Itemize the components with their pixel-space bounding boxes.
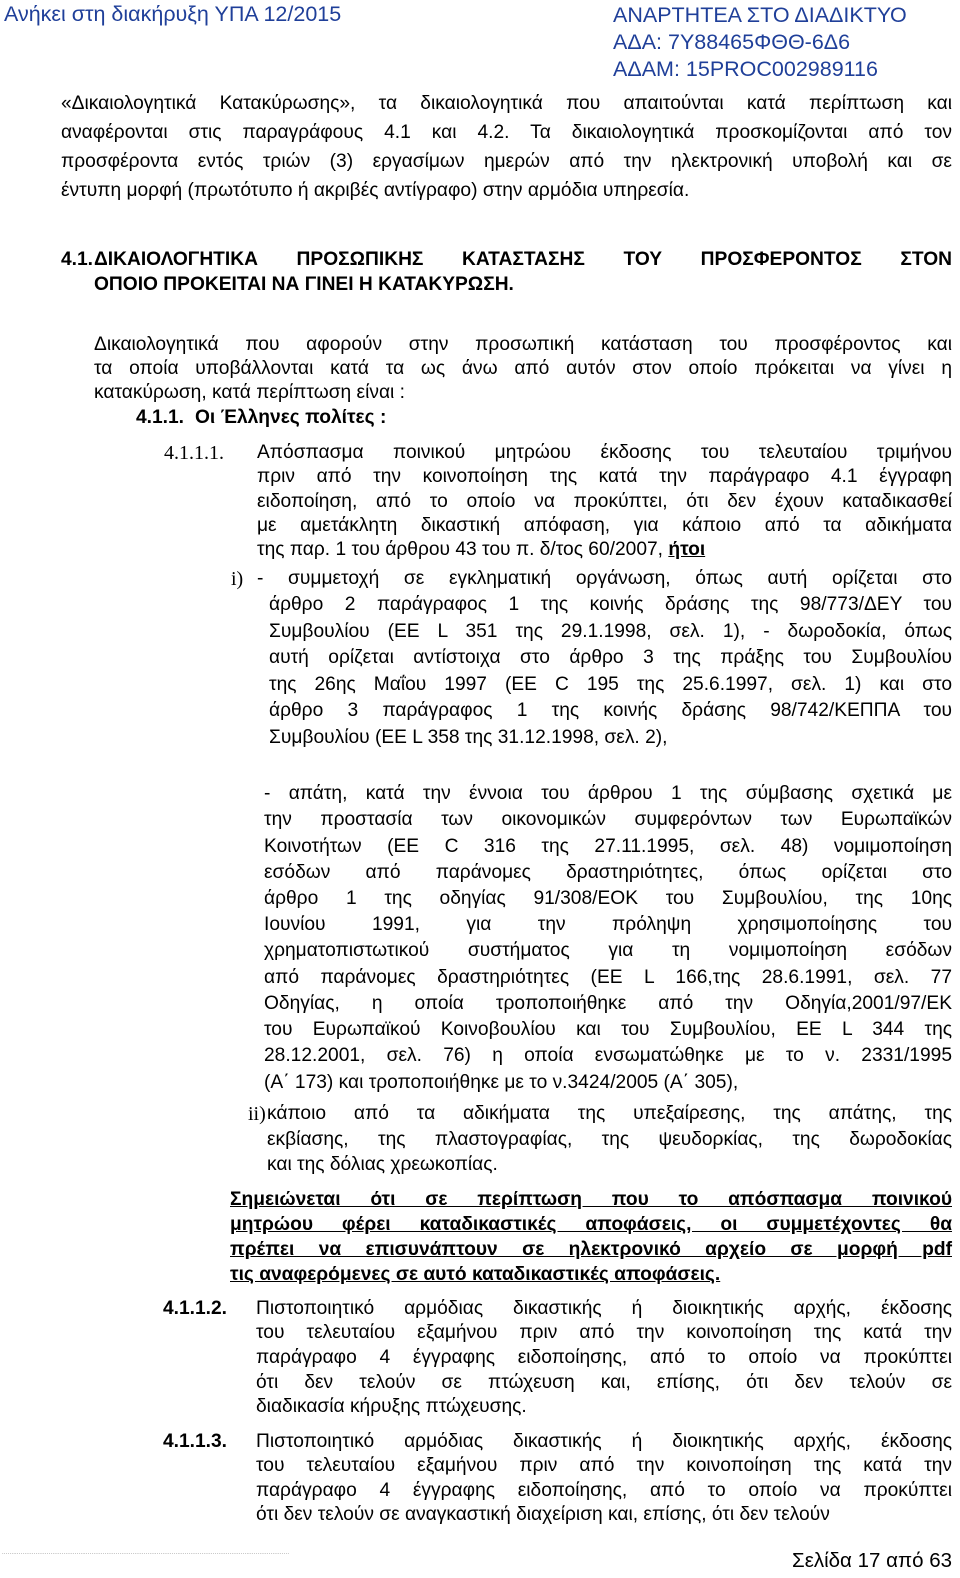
roman-i-label: i)	[231, 568, 244, 590]
item-line: ότι δεν τελούν σε αναγκαστική διαχείριση και, επίσης, ότι δεν τελούν	[256, 1504, 830, 1525]
section-intro-line: τα οποία υποβάλλονται κατά τα ως άνω από αυτόν στον οποίο πρόκειται να γίνει η	[94, 358, 952, 379]
item-line: πριν από την κοινοποίηση της κατά την παράγραφο 4.1 έγγραφη	[257, 466, 952, 487]
fraud-line: άρθρο 1 της οδηγίας 91/308/ΕΟΚ του Συμβουλίου, της 10ης	[264, 888, 952, 909]
fraud-line: την προστασία των οικονομικών συμφερόντων των Ευρωπαϊκών	[264, 809, 952, 830]
section-title-line: ΟΠΟΙΟ ΠΡΟΚΕΙΤΑΙ ΝΑ ΓΙΝΕΙ Η ΚΑΤΑΚΥΡΩΣΗ.	[94, 274, 514, 295]
note-line: πρέπει να επισυνάπτουν σε ηλεκτρονικό αρχείο σε μορφή pdf	[230, 1239, 952, 1260]
item-line: με αμετάκλητη δικαστική απόφαση, για κάποιο από τα αδικήματα	[257, 515, 952, 536]
section-title-line: ΔΙΚΑΙΟΛΟΓΗΤΙΚΑ ΠΡΟΣΩΠΙΚΗΣ ΚΑΤΑΣΤΑΣΗΣ ΤΟΥ ΠΡΟΣΦΕΡΟΝΤΟΣ ΣΤΟΝ	[94, 249, 952, 270]
header-left-text: Ανήκει στη διακήρυξη ΥΠΑ 12/2015	[4, 2, 342, 26]
item-line	[257, 538, 960, 562]
header-publish-label: ΑΝΑΡΤΗΤΕΑ ΣΤΟ ΔΙΑΔΙΚΤΥΟ	[613, 3, 907, 27]
item-line: του τελευταίου εξαμήνου πριν από την κοινοποίηση της κατά την	[256, 1322, 952, 1343]
fraud-line: (Α΄ 173) και τροποποιήθηκε με το ν.3424/2005 (Α΄ 305),	[264, 1072, 739, 1093]
item-line: Πιστοποιητικό αρμόδιας δικαστικής ή διοικητικής αρχής, έκδοσης	[256, 1298, 952, 1319]
header-ada: ΑΔΑ: 7Υ88465ΦΘΘ-6Δ6	[613, 30, 851, 54]
subsection-title: Οι Έλληνες πολίτες :	[195, 407, 387, 428]
intro-line: «Δικαιολογητικά Κατακύρωσης», τα δικαιολογητικά που απαιτούνται κατά περίπτωση και	[61, 93, 952, 114]
fraud-line: εσόδων από παράνομες δραστηριότητες, όπως ορίζεται στο	[264, 862, 952, 883]
fraud-line: Ιουνίου 1991, για την πρόληψη χρησιμοποίησης του	[264, 914, 952, 935]
fraud-line: χρηματοπιστωτικού συστήματος για τη νομιμοποίηση εσόδων	[264, 940, 952, 961]
fraud-line: Κοινοτήτων (ΕΕ C 316 της 27.11.1995, σελ. 48) νομιμοποίηση	[264, 836, 952, 857]
section-intro-line: κατακύρωση, κατά περίπτωση είναι :	[94, 382, 405, 403]
page-number: Σελίδα 17 από 63	[792, 1549, 952, 1572]
header-adam: ΑΔΑΜ: 15PROC002989116	[613, 57, 878, 81]
fraud-line: από παράνομες δραστηριότητες (ΕΕ L 166,της 28.6.1991, σελ. 77	[264, 967, 952, 988]
item-line: Απόσπασμα ποινικού μητρώου έκδοσης του τελευταίου τριμήνου	[257, 442, 952, 463]
item-line: παράγραφο 4 έγγραφης ειδοποίησης, από το οποίο να προκύπτει	[256, 1347, 952, 1368]
item-line-text: της παρ. 1 του άρθρου 43 του π. δ/τος 60/2007,	[257, 539, 663, 560]
section-number: 4.1.	[61, 249, 94, 270]
item-number: 4.1.1.1.	[164, 442, 224, 464]
intro-line: προσφέροντα εντός τριών (3) εργασίμων ημερών από την ηλεκτρονική υποβολή και σε	[61, 151, 952, 172]
item-line: ειδοποίηση, από το οποίο να προκύπτει, ότι δεν έχουν καταδικασθεί	[257, 491, 952, 512]
item-line: του τελευταίου εξαμήνου πριν από την κοινοποίηση της κατά την	[256, 1455, 952, 1476]
fraud-line: 28.12.2001, σελ. 76) η οποία ενσωματώθηκε με το ν. 2331/1995	[264, 1045, 952, 1066]
roman-i-line: της 26ης Μαΐου 1997 (ΕΕ C 195 της 25.6.1997, σελ. 1) και στο	[269, 674, 952, 695]
item-number: 4.1.1.2.	[163, 1298, 228, 1319]
intro-line: έντυπη μορφή (πρωτότυπο ή ακριβές αντίγραφο) στην αρμόδια υπηρεσία.	[61, 180, 690, 201]
fraud-line: Οδηγίας, η οποία τροποποιήθηκε από την Οδηγία,2001/97/ΕΚ	[264, 993, 952, 1014]
item-line: παράγραφο 4 έγγραφης ειδοποίησης, από το οποίο να προκύπτει	[256, 1480, 952, 1501]
roman-i-line: Συμβουλίου (ΕΕ L 351 της 29.1.1998, σελ. 1), - δωροδοκία, όπως	[269, 621, 952, 642]
note-line: Σημειώνεται ότι σε περίπτωση που το απόσπασμα ποινικού	[230, 1189, 952, 1210]
footer-file-path: ··························································································································································	[2, 1551, 290, 1557]
roman-i-line: άρθρο 3 παράγραφος 1 της κοινής δράσης 98/742/ΚΕΠΠΑ του	[269, 700, 952, 721]
item-line: διαδικασία κήρυξης πτώχευσης.	[256, 1396, 527, 1417]
item-number: 4.1.1.3.	[163, 1431, 228, 1452]
subsection-number: 4.1.1.	[136, 407, 185, 428]
item-emphasis: ήτοι	[668, 539, 706, 560]
note-line: μητρώου φέρει καταδικαστικές αποφάσεις, οι συμμετέχοντες θα	[230, 1214, 952, 1235]
roman-ii-label: ii)	[248, 1103, 266, 1125]
section-intro-line: Δικαιολογητικά που αφορούν στην προσωπική κατάσταση του προσφέροντος και	[94, 334, 952, 355]
roman-i-line: - συμμετοχή σε εγκληματική οργάνωση, όπως αυτή ορίζεται στο	[257, 568, 952, 589]
roman-i-line: άρθρο 2 παράγραφος 1 της κοινής δράσης της 98/773/ΔΕΥ του	[269, 594, 952, 615]
roman-ii-line: εκβίασης, της πλαστογραφίας, της ψευδορκίας, της δωροδοκίας	[267, 1129, 952, 1150]
fraud-line: του Ευρωπαϊκού Κοινοβουλίου και του Συμβουλίου, ΕΕ L 344 της	[264, 1019, 952, 1040]
note-line: τις αναφερόμενες σε αυτό καταδικαστικές αποφάσεις.	[230, 1264, 721, 1285]
item-line: Πιστοποιητικό αρμόδιας δικαστικής ή διοικητικής αρχής, έκδοσης	[256, 1431, 952, 1452]
roman-ii-line: κάποιο από τα αδικήματα της υπεξαίρεσης, της απάτης, της	[267, 1103, 952, 1124]
header-right-block	[613, 2, 907, 83]
intro-line: αναφέρονται στις παραγράφους 4.1 και 4.2. Τα δικαιολογητικά προσκομίζονται από τον	[61, 122, 952, 143]
item-line: ότι δεν τελούν σε πτώχευση και, επίσης, ότι δεν τελούν σε	[256, 1372, 952, 1393]
roman-i-line: αυτή ορίζεται αντίστοιχα στο άρθρο 3 της πράξης του Συμβουλίου	[269, 647, 952, 668]
fraud-line: - απάτη, κατά την έννοια του άρθρου 1 της σύμβασης σχετικά με	[264, 783, 952, 804]
roman-ii-line: και της δόλιας χρεωκοπίας.	[267, 1154, 498, 1175]
roman-i-line: Συμβουλίου (ΕΕ L 358 της 31.12.1998, σελ. 2),	[269, 727, 668, 748]
